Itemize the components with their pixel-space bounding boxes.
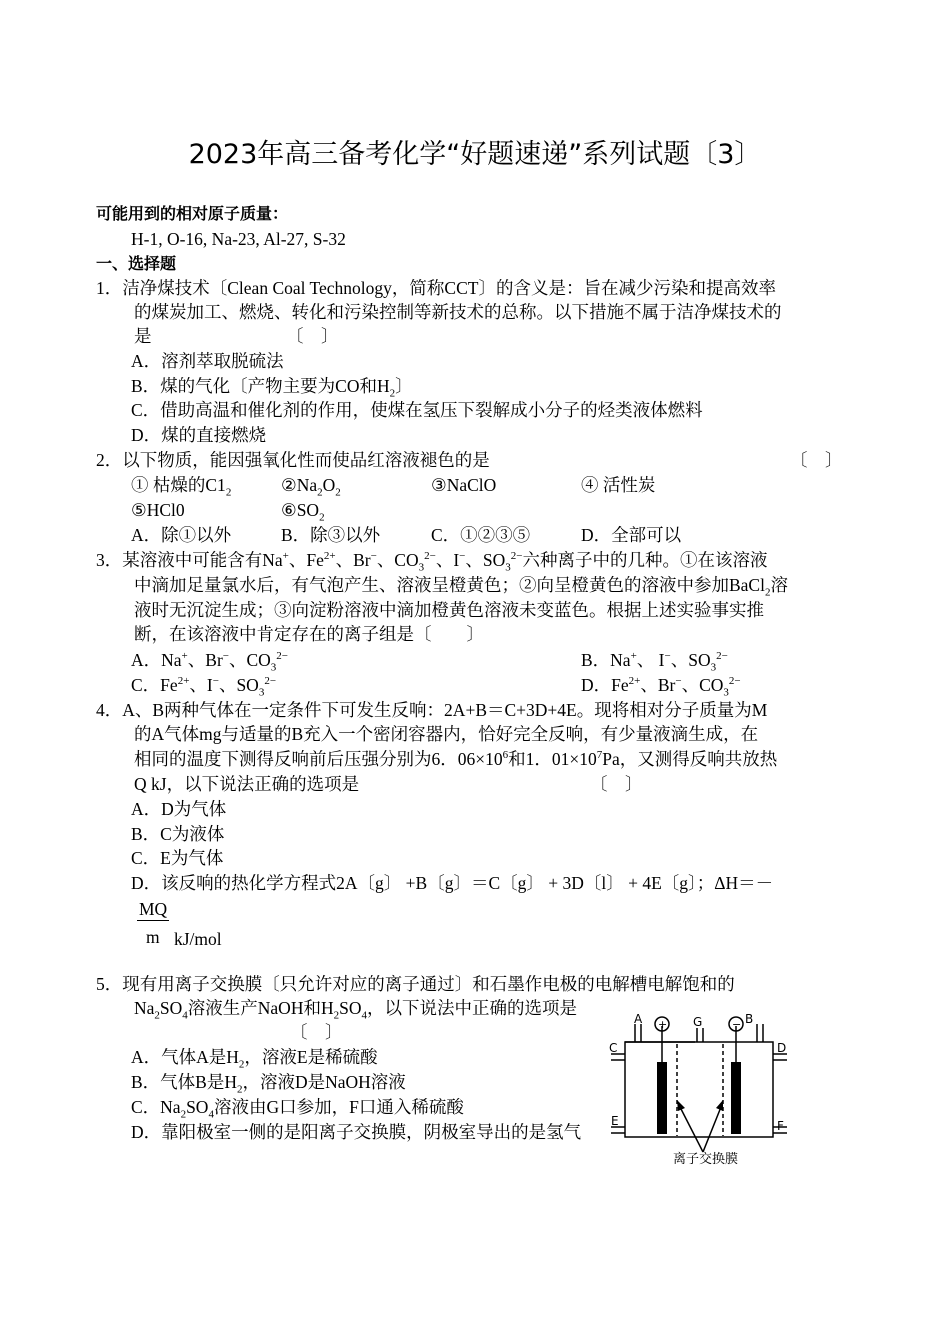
label-E: E xyxy=(611,1114,619,1128)
anode-electrode xyxy=(657,1062,667,1134)
q2-item-3: ③NaClO xyxy=(431,475,497,495)
q4-line1: 4．A、B两种气体在一定条件下可发生反响：2A+B＝C+3D+4E。现将相对分子质量为M xyxy=(96,700,768,720)
q4-answer-bracket: 〔 〕 xyxy=(590,774,643,794)
q2-option-a: A．除①以外 xyxy=(131,525,232,545)
q3-line2: 中滴加足量氯水后，有气泡产生、溶液呈橙黄色；②向呈橙黄色的溶液中参加BaCl$_2$溶 xyxy=(134,575,788,599)
label-F: F xyxy=(777,1119,784,1133)
q2-item-5: ⑤HCl0 xyxy=(131,500,185,520)
q1-option-c: C．借助高温和催化剂的作用，使煤在氢压下裂解成小分子的烃类液体燃料 xyxy=(131,400,703,420)
q5-line2: $Na_2SO_4$溶液生产NaOH和$H_2SO_4$，以下说法中正确的选项是 xyxy=(134,998,577,1022)
q1-option-d: D．煤的直接燃烧 xyxy=(131,425,267,445)
q3-line4: 断，在该溶液中肯定存在的离子组是〔 〕 xyxy=(134,624,484,644)
q2-option-c: C．①②③⑤ xyxy=(431,525,531,545)
q5-option-c: C．$Na_2SO_4$溶液由G口参加，F口通入稀硫酸 xyxy=(131,1097,464,1121)
q2-answer-bracket: 〔 〕 xyxy=(790,450,843,470)
q5-line1: 5．现有用离子交换膜〔只允许对应的离子通过〕和石墨作电极的电解槽电解饱和的 xyxy=(96,974,735,994)
atomic-mass-values: H-1, O-16, Na-23, Al-27, S-32 xyxy=(131,229,346,249)
q2-item-1: ① 枯燥的$C1_2$ xyxy=(131,475,232,499)
label-B: B xyxy=(745,1012,754,1026)
q3-option-a: A．Na+、Br−、$CO_3^{2-}$ xyxy=(131,650,289,674)
diagram-caption: 离子交换膜 xyxy=(673,1152,739,1167)
q1-line3: 是 〔 〕 xyxy=(134,326,339,346)
q1-line2: 的煤炭加工、燃烧、转化和污染控制等新技术的总称。以下措施不属于洁净煤技术的 xyxy=(134,302,782,322)
q2-option-d: D．全部可以 xyxy=(581,525,682,545)
minus-sign: − xyxy=(732,1018,742,1031)
q4-line4: Q kJ，以下说法正确的选项是 xyxy=(134,774,360,794)
q4-unit: kJ/mol xyxy=(174,929,222,949)
q5-option-a: A．气体A是$H_2$，溶液E是稀硫酸 xyxy=(131,1047,378,1071)
q3-option-b: B．Na+、 I−、$SO_3^{2-}$ xyxy=(581,650,728,674)
q4-option-d: D．该反响的热化学方程式2A〔g〕 +B〔g〕＝C〔g〕 + 3D〔l〕 + 4E〔g〕；ΔH＝－ xyxy=(131,873,774,893)
q5-option-b: B．气体B是$H_2$，溶液D是NaOH溶液 xyxy=(131,1072,406,1096)
plus-sign: + xyxy=(658,1018,668,1031)
q3-option-d: D．$Fe^{2+}$、Br−、$CO_3^{2-}$ xyxy=(581,675,741,699)
q3-option-c: C．$Fe^{2+}$、I−、$SO_3^{2-}$ xyxy=(131,675,277,699)
q3-line3: 液时无沉淀生成；③向淀粉溶液中滴加橙黄色溶液未变蓝色。根据上述实验事实推 xyxy=(134,600,764,620)
q4-line2: 的A气体mg与适量的B充入一个密闭容器内，恰好完全反响，有少量液滴生成，在 xyxy=(134,724,759,744)
q4-line3: 相同的温度下测得反响前后压强分别为6．$06\times 10^6$和1．$01\times 10^7Pa$，又测得反响共放热 xyxy=(134,749,778,769)
label-D: D xyxy=(777,1041,787,1055)
q2-option-b: B．除③以外 xyxy=(281,525,381,545)
section-heading: 一、选择题 xyxy=(96,254,177,273)
q4-option-c: C．E为气体 xyxy=(131,848,224,868)
electrolysis-cell-diagram xyxy=(605,1012,800,1168)
q5-option-d: D．靠阳极室一侧的是阳离子交换膜，阴极室导出的是氢气 xyxy=(131,1122,582,1142)
cathode-electrode xyxy=(731,1062,741,1134)
q1-option-b: B．煤的气化〔产物主要为CO和$H_2$〕 xyxy=(131,376,413,400)
q2-stem: 2．以下物质，能因强氧化性而使品红溶液褪色的是 xyxy=(96,450,490,470)
atomic-mass-header: 可能用到的相对原子质量： xyxy=(96,204,289,223)
page-title: 2023年高三备考化学“好题速递”系列试题〔3〕 xyxy=(188,139,762,170)
q4-fraction-denominator: m xyxy=(146,927,160,947)
q4-option-a: A．D为气体 xyxy=(131,799,227,819)
label-C: C xyxy=(609,1041,618,1055)
label-G: G xyxy=(693,1015,703,1029)
q3-line1: 3．某溶液中可能含有Na+、$Fe^{2+}$、Br−、$CO_3^{2-}$、I−、$SO_3^{2-}$六种离子中的几种。①在该溶液 xyxy=(96,550,768,574)
q4-fraction-numerator: MQ xyxy=(139,899,168,919)
q2-item-4: ④ 活性炭 xyxy=(581,475,656,495)
q2-item-2: $②Na_2O_2$ xyxy=(281,475,341,499)
q4-option-b: B．C为液体 xyxy=(131,824,225,844)
q5-answer-bracket: 〔 〕 xyxy=(290,1022,343,1042)
q2-item-6: $⑥SO_2$ xyxy=(281,500,325,524)
q1-line1: 1．洁净煤技术〔Clean Coal Technology，简称CCT〕的含义是：旨在减少污染和提高效率 xyxy=(96,278,776,298)
q1-answer-bracket: 〔 〕 xyxy=(286,326,339,346)
q1-option-a: A．溶剂萃取脱硫法 xyxy=(131,351,284,371)
label-A: A xyxy=(634,1012,643,1026)
